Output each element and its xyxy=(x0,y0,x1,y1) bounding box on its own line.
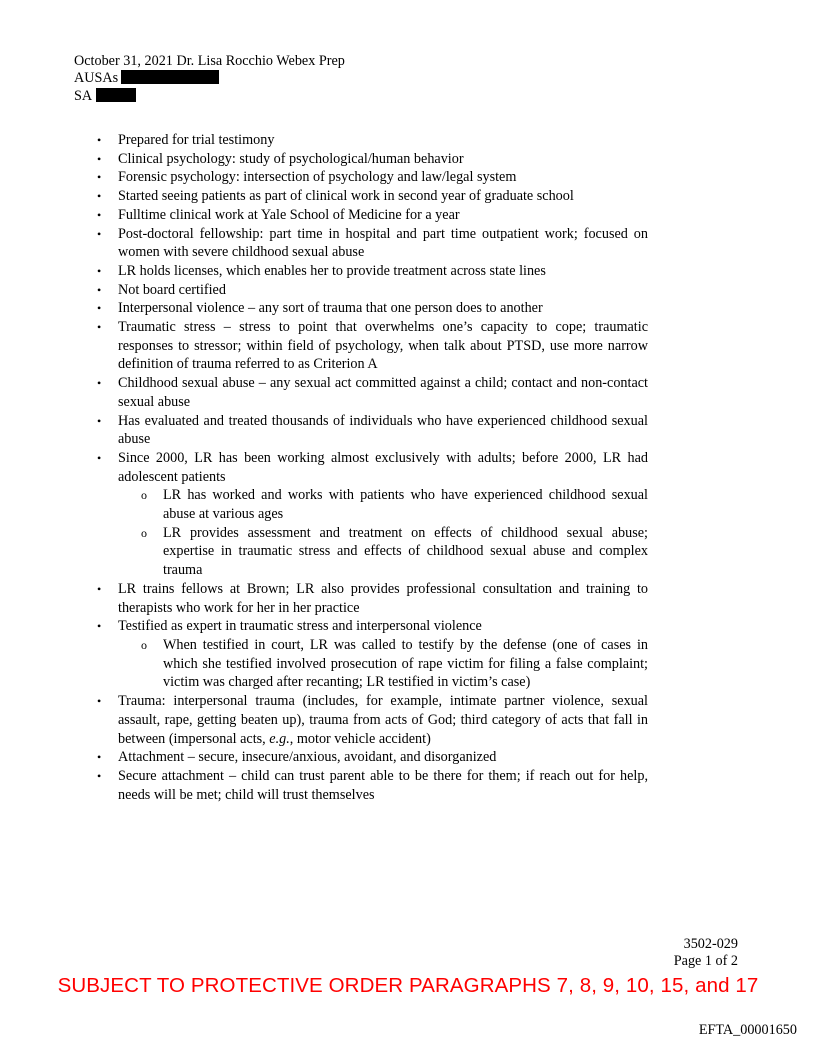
list-item xyxy=(97,617,648,692)
text-part: Trauma: interpersonal trauma (includes, for example, intimate partner violence, sexual assault, rape, getting beaten up), trauma from acts of God; third category of acts that fall in between (impersonal acts, xyxy=(118,693,648,747)
list-item xyxy=(97,299,648,318)
bullet-icon: • xyxy=(97,282,102,297)
sub-list-item-text: LR has worked and works with patients who have experienced childhood sexual abuse at various ages xyxy=(163,487,648,523)
list-item-text: Attachment – secure, insecure/anxious, avoidant, and disorganized xyxy=(118,749,497,766)
list-item xyxy=(97,412,648,449)
list-item-text: Testified as expert in traumatic stress and interpersonal violence xyxy=(118,618,482,635)
sub-list-item-text: LR provides assessment and treatment on effects of childhood sexual abuse; expertise in traumatic stress and effects of childhood sexual abuse and complex trauma xyxy=(163,524,648,579)
list-item-text: Prepared for trial testimony xyxy=(118,132,275,148)
document-code: 3502-029 xyxy=(683,936,738,952)
list-item xyxy=(97,767,648,804)
protective-order-notice: SUBJECT TO PROTECTIVE ORDER PARAGRAPHS 7, 8, 9, 10, 15, and 17 xyxy=(57,974,759,997)
list-item xyxy=(97,187,648,206)
bullet-icon: • xyxy=(97,376,102,391)
sub-bullet-icon: o xyxy=(141,637,147,652)
bullet-icon: • xyxy=(97,413,102,428)
list-item xyxy=(97,131,648,150)
list-item xyxy=(97,449,648,580)
sub-bullet-icon: o xyxy=(141,488,147,503)
text-part: , motor vehicle accident) xyxy=(289,730,431,747)
list-item xyxy=(97,168,648,187)
list-item-text: Post-doctoral fellowship: part time in hospital and part time outpatient work; focused on women with severe childhood sexual abuse xyxy=(118,225,648,261)
sub-list xyxy=(118,486,648,580)
list-item xyxy=(97,262,648,281)
bullet-icon: • xyxy=(97,619,102,634)
list-item-text: Has evaluated and treated thousands of individuals who have experienced childhood sexual abuse xyxy=(118,412,648,448)
redaction-block xyxy=(121,70,219,84)
bullet-icon: • xyxy=(97,151,102,166)
bullet-icon: • xyxy=(97,133,102,147)
list-item-text: LR holds licenses, which enables her to provide treatment across state lines xyxy=(118,262,546,279)
bullet-icon: • xyxy=(97,694,102,709)
bullet-icon: • xyxy=(97,189,102,204)
sub-bullet-icon: o xyxy=(141,525,147,540)
header-ausas-label: AUSAs xyxy=(74,70,119,87)
list-item-text: Not board certified xyxy=(118,281,226,298)
bullet-icon: • xyxy=(97,320,102,335)
list-item-text: Clinical psychology: study of psychological/human behavior xyxy=(118,150,464,167)
header-ausas-line xyxy=(74,70,345,87)
sub-list-item-text: When testified in court, LR was called to testify by the defense (one of cases in which she testified involved prosecution of rape victim for filing a false complaint; victim was charged after recanting; LR testified in victim’s case) xyxy=(163,636,648,691)
italic-text: e.g. xyxy=(269,730,290,747)
list-item xyxy=(97,748,648,767)
bullet-icon: • xyxy=(97,226,102,241)
header-sa-label: SA xyxy=(74,87,93,104)
list-item-text: Childhood sexual abuse – any sexual act committed against a child; contact and non-contact sexual abuse xyxy=(118,375,648,410)
list-item xyxy=(97,150,648,169)
list-item-text: Since 2000, LR has been working almost exclusively with adults; before 2000, LR had adolescent patients xyxy=(118,449,648,485)
list-item xyxy=(97,580,648,617)
page-label: Page 1 of 2 xyxy=(673,953,738,969)
list-item xyxy=(97,225,648,262)
document-header xyxy=(74,53,345,105)
bullet-icon: • xyxy=(97,768,102,783)
notes-bullet-list xyxy=(97,131,648,804)
list-item-text: Interpersonal violence – any sort of trauma that one person does to another xyxy=(118,300,543,317)
bullet-icon: • xyxy=(97,581,102,596)
bullet-icon: • xyxy=(97,263,102,278)
list-item xyxy=(97,318,648,374)
sub-list-item xyxy=(118,636,648,692)
list-item-text: Secure attachment – child can trust parent able to be there for them; if reach out for help, needs will be met; child will trust themselves xyxy=(118,767,648,803)
bullet-icon: • xyxy=(97,301,102,316)
bullet-icon: • xyxy=(97,207,102,222)
bullet-icon: • xyxy=(97,750,102,765)
page-number-block xyxy=(674,936,738,970)
efta-identifier: EFTA_00001650 xyxy=(698,1022,797,1038)
list-item-text: LR trains fellows at Brown; LR also provides professional consultation and training to therapists who work for her in her practice xyxy=(118,580,648,616)
header-sa-line xyxy=(74,88,345,105)
sub-list-item xyxy=(118,486,648,523)
list-item xyxy=(97,281,648,300)
bullet-icon: • xyxy=(97,450,102,465)
list-item-text: Fulltime clinical work at Yale School of Medicine for a year xyxy=(118,206,460,223)
list-item-text: Started seeing patients as part of clinical work in second year of graduate school xyxy=(118,188,574,205)
list-item-text: Traumatic stress – stress to point that overwhelms one’s capacity to cope; traumatic responses to stressor; within field of psychology, when talk about PTSD, use more narrow definition of trauma referred to as Criterion A xyxy=(118,319,648,373)
list-item-text xyxy=(118,693,648,746)
bullet-icon: • xyxy=(97,170,102,185)
list-item-text: Forensic psychology: intersection of psychology and law/legal system xyxy=(118,169,517,186)
list-item xyxy=(97,374,648,411)
list-item xyxy=(97,206,648,225)
header-title: October 31, 2021 Dr. Lisa Rocchio Webex Prep xyxy=(74,53,345,69)
redaction-block xyxy=(96,88,136,102)
list-item xyxy=(97,692,648,748)
sub-list xyxy=(118,636,648,692)
sub-list-item xyxy=(118,524,648,580)
